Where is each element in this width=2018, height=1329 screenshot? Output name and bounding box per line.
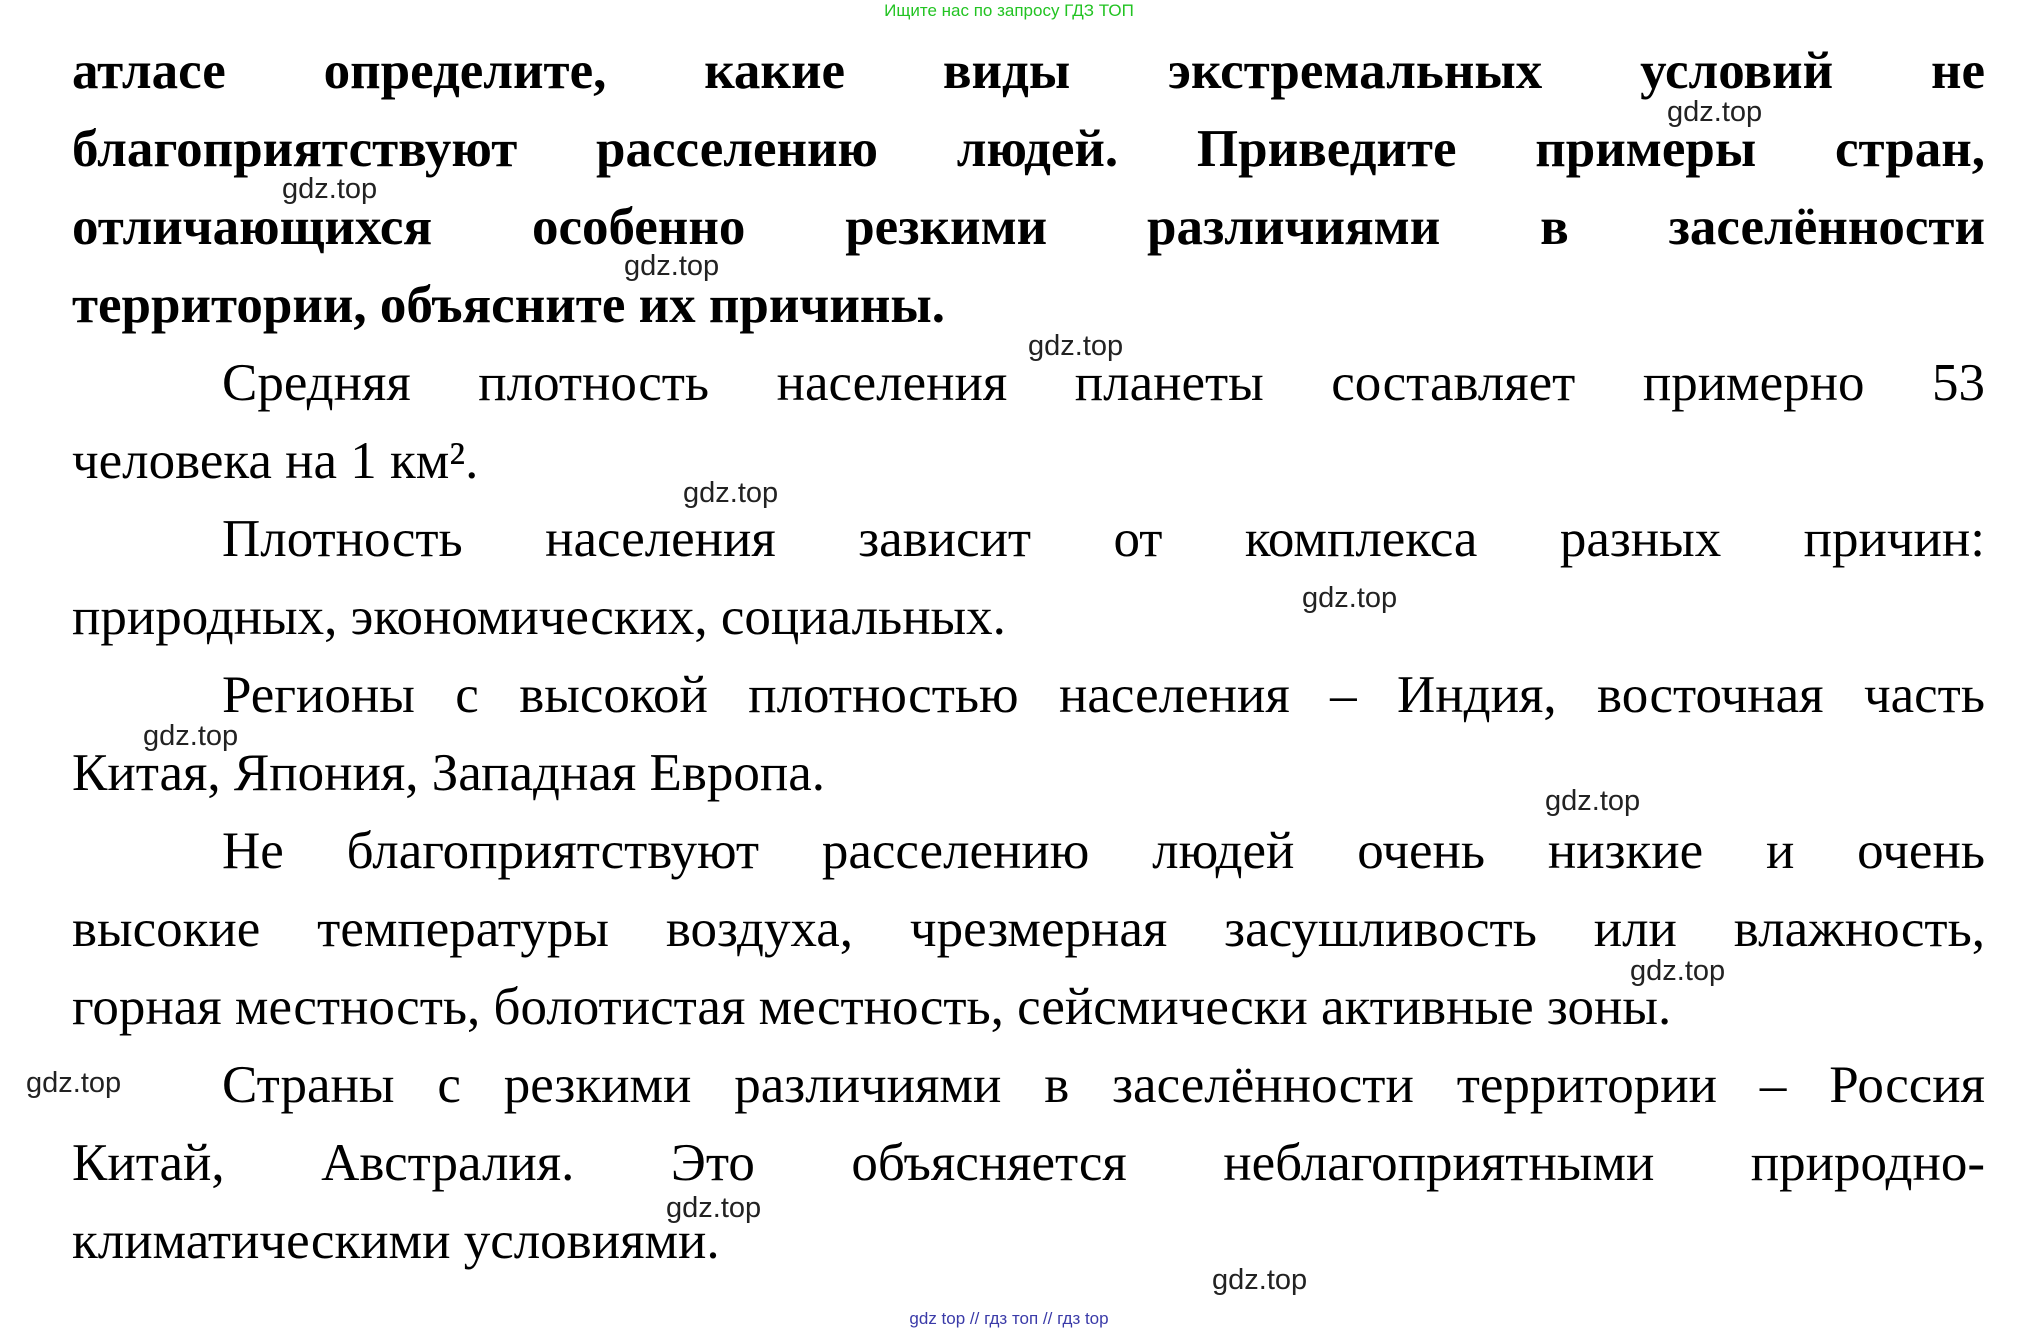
watermark: gdz.top [683, 477, 779, 509]
answer-line: Плотность населения зависит от комплекса разных причин: [222, 510, 1985, 568]
watermark: gdz.top [282, 173, 378, 205]
answer-line: Китая, Япония, Западная Европа. [72, 744, 826, 802]
watermark: gdz.top [26, 1067, 122, 1099]
watermark: gdz.top [1545, 785, 1641, 817]
watermark: gdz.top [143, 720, 239, 752]
watermark: gdz.top [1302, 582, 1398, 614]
answer-line: высокие температуры воздуха, чрезмерная засушливость или влажность, [72, 900, 1985, 958]
question-line: благоприятствуют расселению людей. Приведите примеры стран, [72, 120, 1985, 178]
answer-line: Страны с резкими различиями в заселённости территории – Россия [222, 1056, 1985, 1114]
answer-line: Регионы с высокой плотностью населения – Индия, восточная часть [222, 666, 1985, 724]
answer-line: горная местность, болотистая местность, сейсмически активные зоны. [72, 978, 1672, 1036]
watermark: gdz.top [1630, 955, 1726, 987]
question-line: территории, объясните их причины. [72, 276, 946, 334]
watermark: gdz.top [1028, 330, 1124, 362]
watermark: gdz.top [1212, 1264, 1308, 1296]
answer-line: Не благоприятствуют расселению людей очень низкие и очень [222, 822, 1985, 880]
watermark: gdz.top [1667, 96, 1763, 128]
question-line: отличающихся особенно резкими различиями в заселённости [72, 198, 1985, 256]
answer-line: природных, экономических, социальных. [72, 588, 1006, 646]
question-line: атласе определите, какие виды экстремальных условий не [72, 42, 1985, 100]
answer-line: Средняя плотность населения планеты составляет примерно 53 [222, 354, 1985, 412]
footer-links[interactable]: gdz top // гдз топ // гдз top [909, 1309, 1109, 1328]
watermark: gdz.top [624, 250, 720, 282]
search-hint-link[interactable]: Ищите нас по запросу ГДЗ ТОП [884, 1, 1134, 20]
answer-line: человека на 1 км². [72, 432, 479, 490]
answer-line: Китай, Австралия. Это объясняется неблагоприятными природно- [72, 1134, 1985, 1192]
watermark: gdz.top [666, 1192, 762, 1224]
answer-line: климатическими условиями. [72, 1212, 720, 1270]
